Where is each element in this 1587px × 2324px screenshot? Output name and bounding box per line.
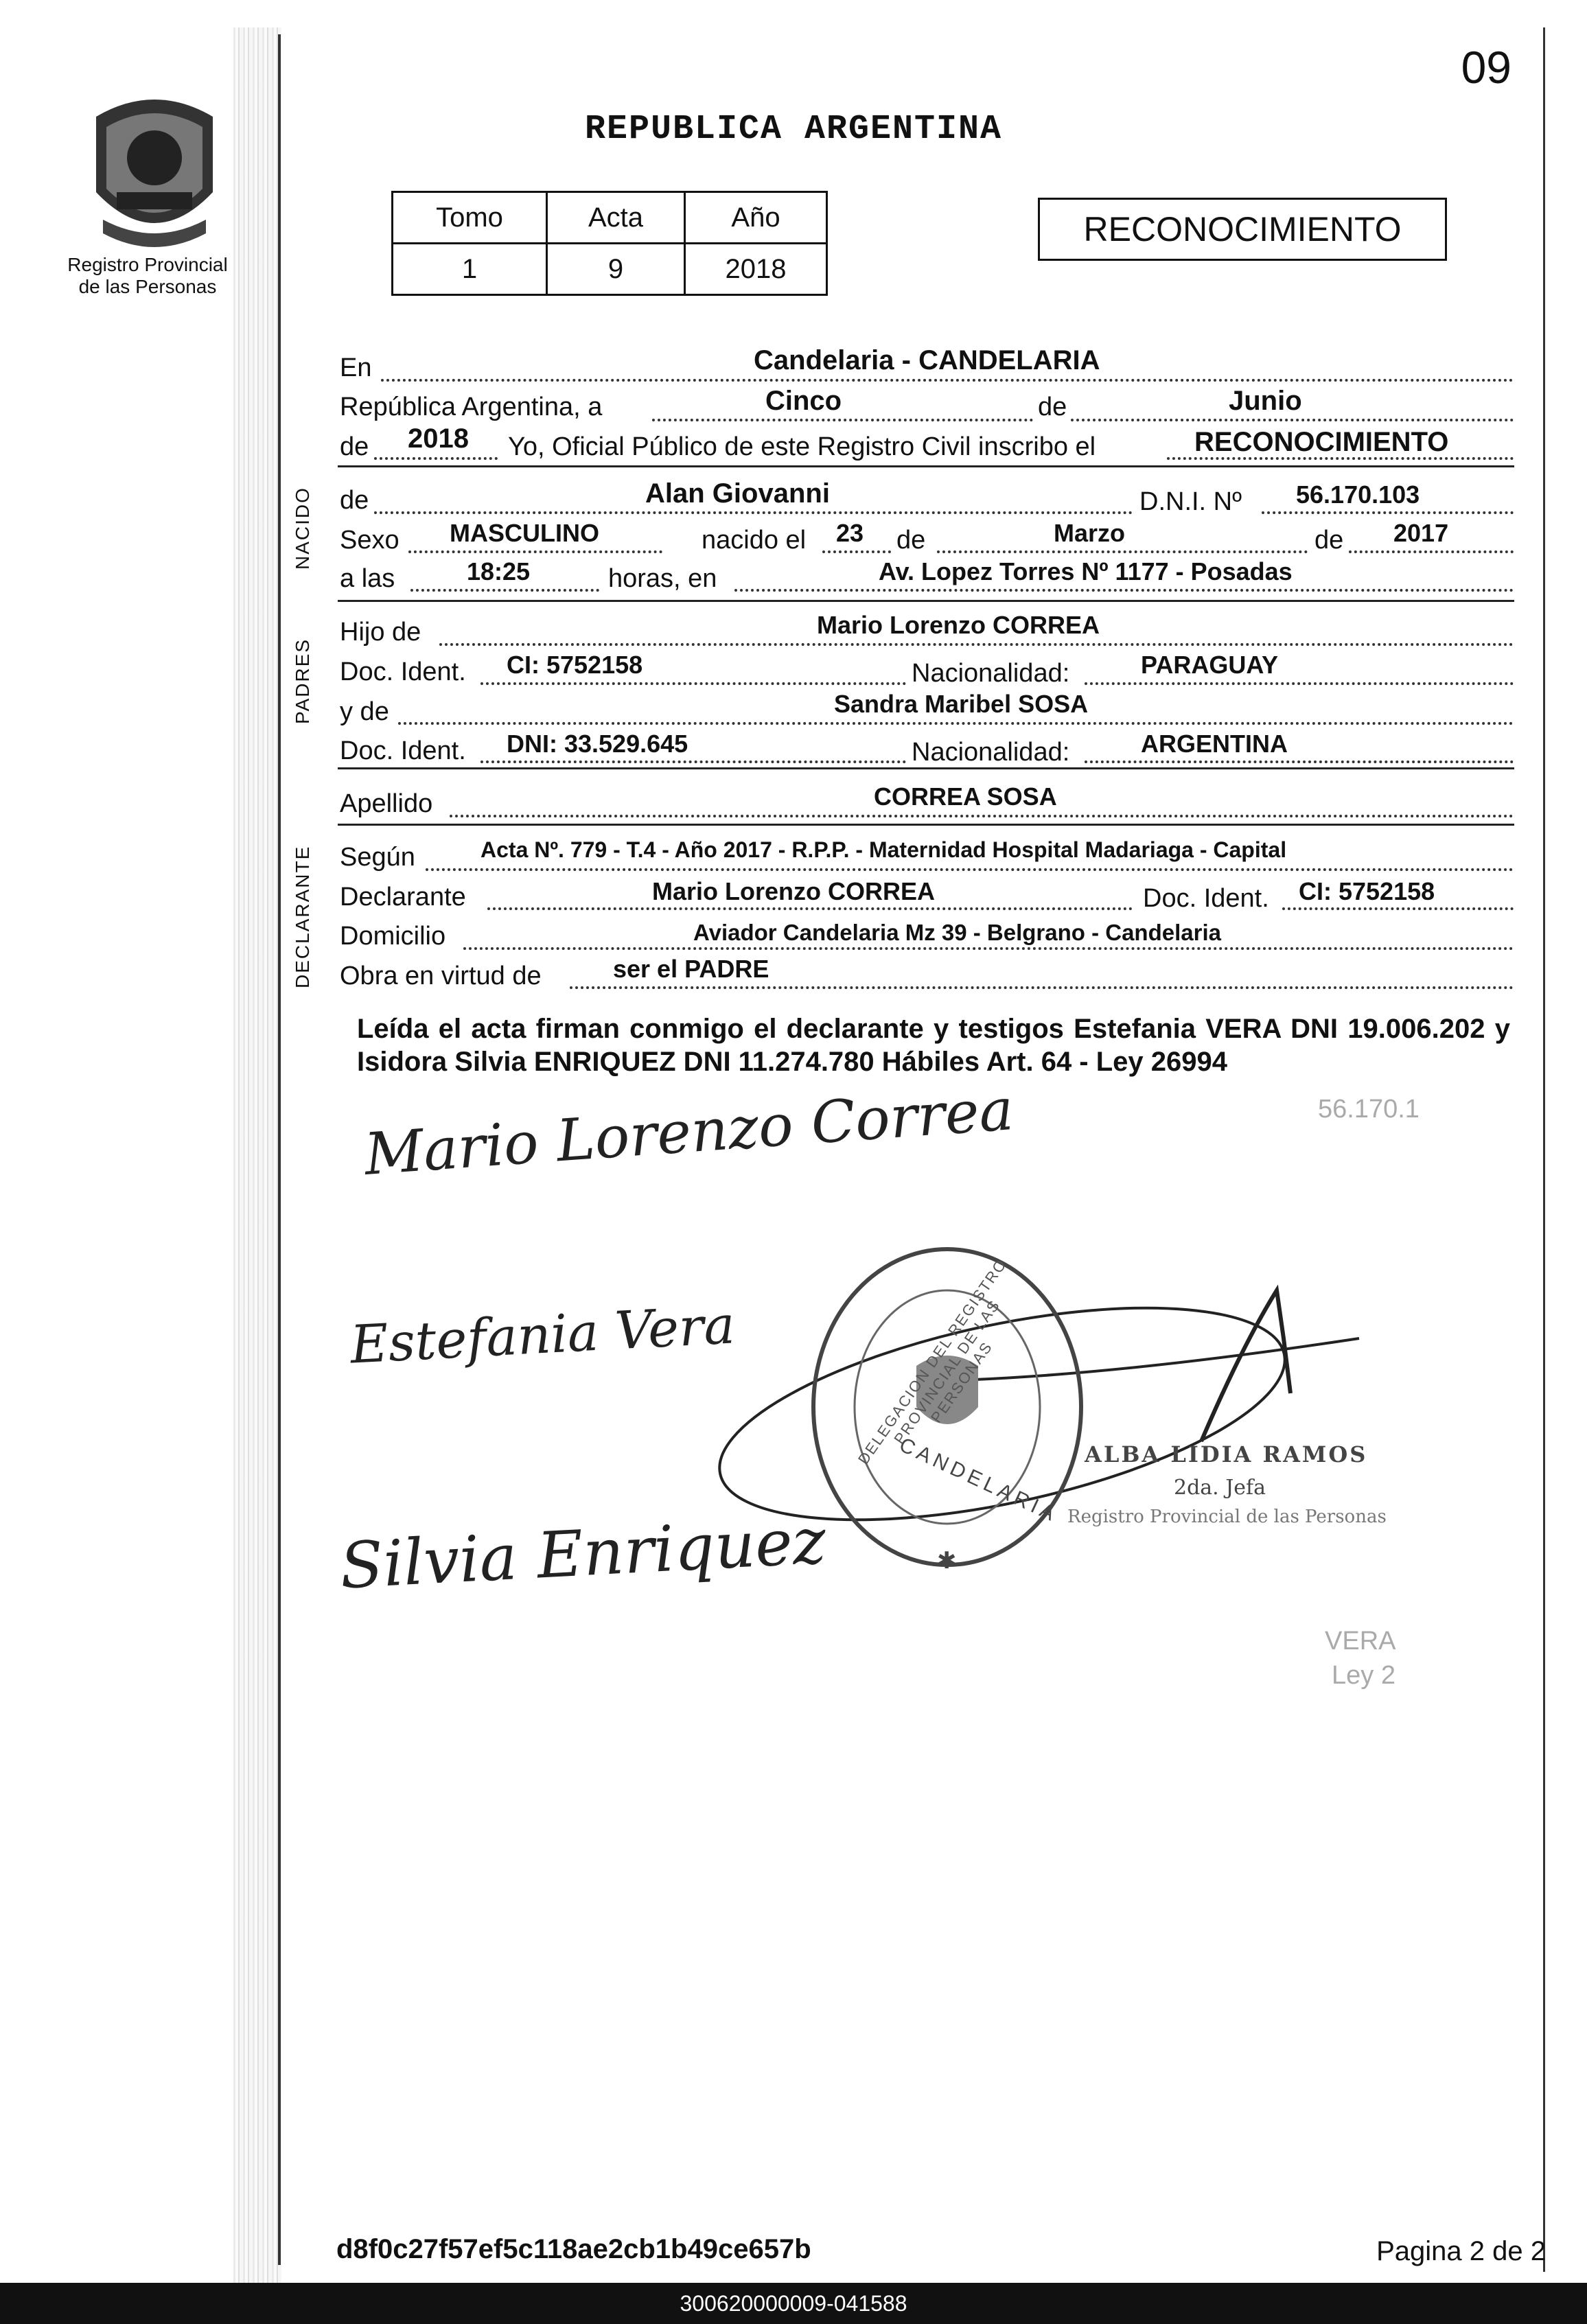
value-declarante: Mario Lorenzo CORREA — [652, 877, 936, 905]
value-nombre: Alan Giovanni — [645, 478, 830, 509]
dots-apellido — [450, 815, 1514, 817]
divider-top — [338, 465, 1514, 467]
label-yde: y de — [340, 697, 389, 726]
label-segun: Según — [340, 843, 415, 872]
signature-declarante: Mario Lorenzo Correa — [362, 1076, 1016, 1188]
dots-doc1 — [480, 682, 906, 685]
label-sexo: Sexo — [340, 526, 399, 555]
label-doc1: Doc. Ident. — [340, 658, 466, 686]
label-apellido: Apellido — [340, 789, 433, 818]
dots-nombre — [374, 511, 1133, 514]
signature-testigo-enriquez: Silvia Enriquez — [338, 1504, 828, 1603]
value-padre: Mario Lorenzo CORREA — [817, 611, 1100, 639]
value-nac1: PARAGUAY — [1141, 651, 1279, 679]
value-nac-dia: 23 — [836, 519, 864, 547]
page-number: 09 — [1461, 42, 1511, 93]
label-de3: de — [340, 486, 369, 515]
label-obra: Obra en virtud de — [340, 962, 542, 990]
dots-hora — [410, 589, 599, 592]
dots-padre — [439, 643, 1514, 646]
dots-en — [381, 379, 1514, 382]
value-acta: 9 — [547, 244, 685, 295]
dots-dni — [1262, 511, 1514, 514]
value-nac-anio: 2017 — [1393, 519, 1449, 547]
label-declarante: Declarante — [340, 883, 466, 911]
label-alas: a las — [340, 564, 395, 593]
label-yo: Yo, Oficial Público de este Registro Civil inscribo el — [508, 432, 1096, 461]
value-apellido: CORREA SOSA — [874, 782, 1057, 811]
dots-mes — [1071, 419, 1514, 421]
label-nac1: Nacionalidad: — [912, 659, 1070, 688]
official-role: 2da. Jefa — [1174, 1476, 1266, 1500]
label-republica: República Argentina, a — [340, 393, 603, 421]
bleed-through-vera: VERA — [1325, 1627, 1396, 1655]
dots-nac-mes — [937, 550, 1308, 553]
label-nac2: Nacionalidad: — [912, 738, 1070, 767]
dots-doc3 — [1282, 907, 1514, 910]
divider-nacido — [338, 600, 1514, 602]
reading-statement: Leída el acta firman conmigo el declarante y testigos Estefania VERA DNI 19.006.202 y Isidora Silvia ENRIQUEZ DNI 11.274.780 Hábiles Art. 64 - Ley 26994 — [357, 1014, 1510, 1077]
svg-text:✱: ✱ — [937, 1547, 957, 1574]
registry-table — [391, 191, 828, 296]
signature-testigo-vera: Estefania Vera — [349, 1294, 737, 1375]
value-hora: 18:25 — [467, 557, 531, 585]
bleed-through-dni: 56.170.1 — [1318, 1095, 1420, 1124]
label-nacido: nacido el — [702, 526, 807, 555]
stamp-ring-text: DELEGACION DEL REGISTRO PROVINCIAL DE LAS PERSONAS — [854, 1255, 1010, 1468]
label-de4: de — [896, 526, 926, 555]
side-label-nacido: NACIDO — [292, 487, 313, 570]
side-label-padres: PADRES — [292, 638, 313, 724]
value-doc1: CI: 5752158 — [507, 651, 643, 679]
logo-caption-line-2: de las Personas — [78, 276, 217, 297]
value-nac-mes: Marzo — [1054, 519, 1126, 547]
label-de1: de — [1038, 393, 1067, 421]
label-doc2: Doc. Ident. — [340, 736, 466, 765]
document-title: REPUBLICA ARGENTINA — [584, 110, 1003, 149]
value-tomo: 1 — [393, 244, 547, 295]
footer-code-bar: 300620000009-041588 — [0, 2283, 1587, 2324]
value-mes: Junio — [1229, 386, 1302, 416]
dots-madre — [398, 722, 1514, 725]
official-institution: Registro Provincial de las Personas — [1067, 1507, 1387, 1527]
value-anio: 2018 — [685, 244, 827, 295]
dots-declarante — [487, 907, 1133, 910]
label-doc3: Doc. Ident. — [1143, 884, 1269, 913]
label-horas: horas, en — [608, 564, 717, 593]
value-domicilio: Aviador Candelaria Mz 39 - Belgrano - Candelaria — [693, 920, 1221, 945]
label-en: En — [340, 353, 372, 382]
scan-strip — [233, 27, 281, 2292]
dots-nac2 — [1085, 760, 1514, 763]
header-acta: Acta — [547, 192, 685, 244]
label-hijo: Hijo de — [340, 618, 421, 647]
act-type-box: RECONOCIMIENTO — [1038, 198, 1447, 261]
logo-caption-line-1: Registro Provincial — [67, 254, 228, 275]
value-lugar: Av. Lopez Torres Nº 1177 - Posadas — [879, 557, 1293, 585]
label-de5: de — [1314, 526, 1344, 555]
value-dia: Cinco — [765, 386, 842, 416]
value-dni: 56.170.103 — [1296, 480, 1420, 509]
value-madre: Sandra Maribel SOSA — [834, 690, 1089, 718]
stamp-center-text: CANDELARIA — [896, 1433, 1063, 1527]
dots-segun — [426, 868, 1514, 871]
dots-domicilio — [463, 947, 1514, 950]
dots-doc2 — [480, 760, 906, 763]
header-anio: Año — [685, 192, 827, 244]
left-margin-line — [278, 34, 281, 2265]
divider-padres — [338, 767, 1514, 769]
value-doc3: CI: 5752158 — [1299, 877, 1435, 905]
divider-apellido — [338, 824, 1514, 826]
label-domicilio: Domicilio — [340, 922, 446, 951]
label-de2: de — [340, 432, 369, 461]
right-margin-line — [1543, 27, 1545, 2272]
dots-obra — [570, 986, 1514, 989]
value-obra: ser el PADRE — [613, 955, 769, 983]
dots-sexo — [408, 550, 662, 553]
value-doc2: DNI: 33.529.645 — [507, 730, 688, 758]
document-hash: d8f0c27f57ef5c118ae2cb1b49ce657b — [336, 2234, 811, 2264]
dots-nac1 — [1085, 682, 1514, 685]
value-en: Candelaria - CANDELARIA — [754, 345, 1100, 375]
official-name: ALBA LIDIA RAMOS — [1085, 1441, 1368, 1467]
dots-anio — [374, 457, 498, 460]
side-label-declarante: DECLARANTE — [292, 845, 313, 988]
bleed-through-ley: Ley 2 — [1332, 1661, 1395, 1690]
logo-caption — [41, 254, 254, 298]
dots-lugar — [734, 589, 1514, 592]
value-segun: Acta Nº. 779 - T.4 - Año 2017 - R.P.P. - Maternidad Hospital Madariaga - Capital — [480, 837, 1287, 862]
dots-nac-dia — [822, 550, 891, 553]
dots-nac-anio — [1349, 550, 1514, 553]
value-inscribo: RECONOCIMIENTO — [1194, 427, 1449, 457]
value-anio-inscripcion: 2018 — [408, 423, 469, 454]
value-nac2: ARGENTINA — [1141, 730, 1288, 758]
pagination: Pagina 2 de 2 — [1376, 2236, 1546, 2266]
label-dni: D.N.I. Nº — [1139, 487, 1242, 516]
dots-dia — [652, 419, 1033, 421]
header-tomo: Tomo — [393, 192, 547, 244]
value-sexo: MASCULINO — [450, 519, 599, 547]
